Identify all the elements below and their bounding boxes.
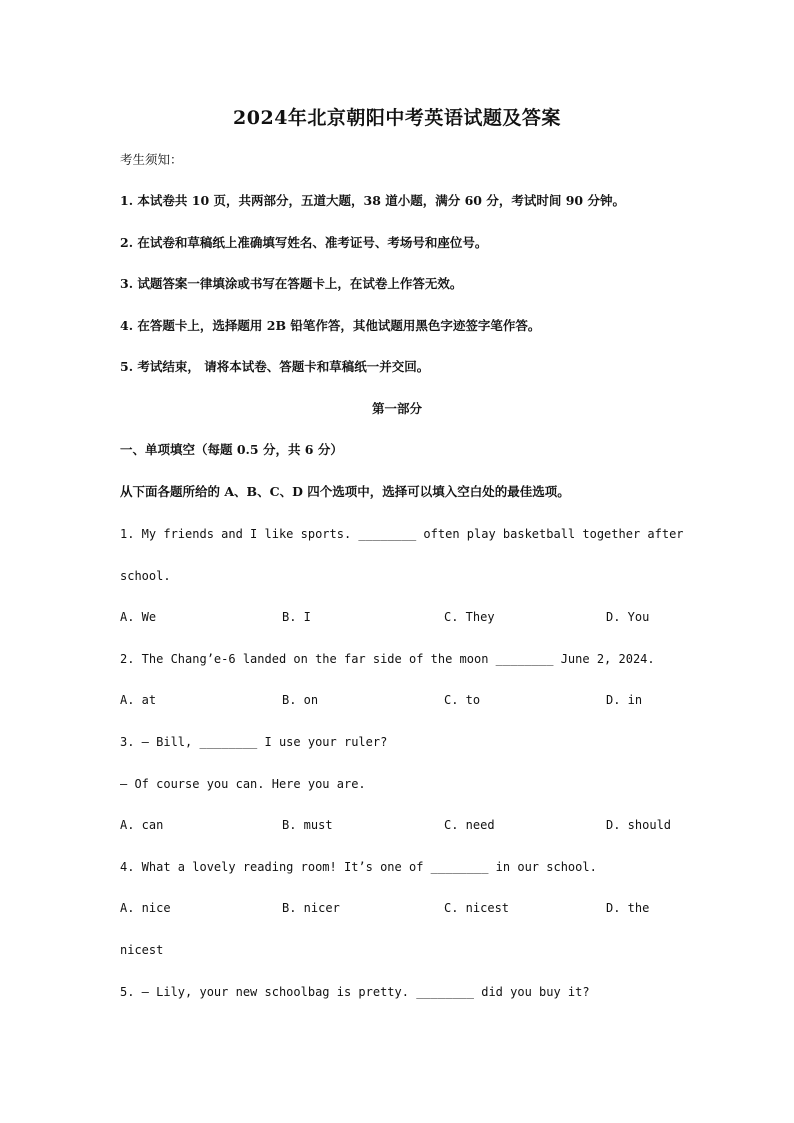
question-3-option-b: B. must bbox=[282, 818, 333, 832]
question-4-option-d: D. the bbox=[606, 901, 650, 915]
question-1-option-d: D. You bbox=[606, 610, 650, 624]
question-4-option-d-overflow: nicest bbox=[120, 943, 164, 957]
question-3-line-1: 3. — Bill, ________ I use your ruler? bbox=[120, 735, 388, 749]
question-2-option-d: D. in bbox=[606, 693, 643, 707]
part-title: 第一部分 bbox=[371, 401, 422, 416]
question-1-option-c: C. They bbox=[444, 610, 495, 624]
notice-heading: 考生须知： bbox=[120, 152, 183, 167]
question-4-option-b: B. nicer bbox=[282, 901, 340, 915]
question-5-line-1: 5. — Lily, your new schoolbag is pretty. ________ did you buy it? bbox=[120, 985, 590, 999]
question-4-option-c: C. nicest bbox=[444, 901, 510, 915]
section-heading: 一、单项填空（每题 0.5 分，共 6 分） bbox=[120, 442, 343, 457]
question-2-option-c: C. to bbox=[444, 693, 481, 707]
question-3-line-2: — Of course you can. Here you are. bbox=[120, 777, 366, 791]
question-1-option-b: B. I bbox=[282, 610, 311, 624]
notice-item-4: 4. 在答题卡上，选择题用 2B 铅笔作答，其他试题用黑色字迹签字笔作答。 bbox=[120, 318, 541, 333]
section-instruction: 从下面各题所给的 A、B、C、D 四个选项中，选择可以填入空白处的最佳选项。 bbox=[120, 484, 570, 499]
question-3-option-d: D. should bbox=[606, 818, 672, 832]
question-4-line-1: 4. What a lovely reading room! It’s one of ________ in our school. bbox=[120, 860, 597, 874]
question-2-option-b: B. on bbox=[282, 693, 319, 707]
notice-item-5: 5. 考试结束， 请将本试卷、答题卡和草稿纸一并交回。 bbox=[120, 359, 430, 374]
question-3-option-c: C. need bbox=[444, 818, 495, 832]
question-3-option-a: A. can bbox=[120, 818, 164, 832]
question-1-option-a: A. We bbox=[120, 610, 157, 624]
question-4-option-a: A. nice bbox=[120, 901, 171, 915]
notice-item-1: 1. 本试卷共 10 页，共两部分，五道大题，38 道小题，满分 60 分，考试时间 90 分钟。 bbox=[120, 193, 625, 208]
notice-item-2: 2. 在试卷和草稿纸上准确填写姓名、准考证号、考场号和座位号。 bbox=[120, 235, 488, 250]
notice-item-3: 3. 试题答案一律填涂或书写在答题卡上，在试卷上作答无效。 bbox=[120, 276, 463, 291]
question-1-line-1: 1. My friends and I like sports. ________ often play basketball together after bbox=[120, 527, 684, 541]
page-title: 2024年北京朝阳中考英语试题及答案 bbox=[233, 107, 561, 129]
question-2-line-1: 2. The Chang’e-6 landed on the far side of the moon ________ June 2, 2024. bbox=[120, 652, 655, 666]
question-1-line-2: school. bbox=[120, 569, 171, 583]
question-2-option-a: A. at bbox=[120, 693, 157, 707]
